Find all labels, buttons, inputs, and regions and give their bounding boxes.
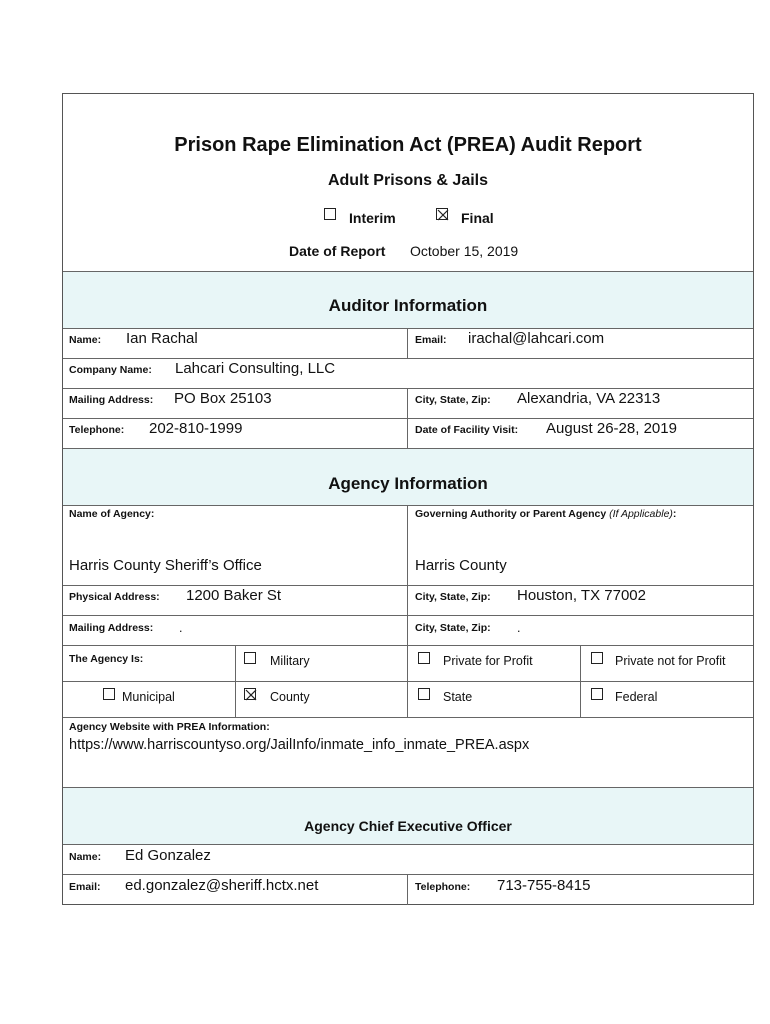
- auditor-telephone-value: 202-810-1999: [149, 420, 243, 437]
- private-not-for-profit-label: Private not for Profit: [615, 654, 726, 668]
- report-title: Prison Rape Elimination Act (PREA) Audit Report: [174, 134, 642, 156]
- auditor-city-label: City, State, Zip:: [415, 394, 491, 406]
- final-label: Final: [461, 210, 494, 226]
- county-checkbox[interactable]: [244, 688, 256, 700]
- company-name-value: Lahcari Consulting, LLC: [175, 360, 336, 377]
- auditor-name-value: Ian Rachal: [126, 330, 198, 347]
- physical-city-label: City, State, Zip:: [415, 591, 491, 603]
- company-name-label: Company Name:: [69, 364, 152, 376]
- interim-label: Interim: [349, 210, 396, 226]
- private-for-profit-checkbox[interactable]: [418, 652, 430, 664]
- agency-mailing-city-label: City, State, Zip:: [415, 622, 491, 634]
- military-checkbox[interactable]: [244, 652, 256, 664]
- auditor-mailing-label: Mailing Address:: [69, 394, 154, 406]
- military-label: Military: [270, 654, 310, 668]
- ceo-telephone-value: 713-755-8415: [497, 877, 591, 894]
- municipal-checkbox[interactable]: [103, 688, 115, 700]
- agency-is-label: The Agency Is:: [69, 653, 144, 665]
- checkmark-x-icon: [245, 689, 257, 701]
- checkmark-x-icon: [437, 209, 449, 221]
- state-checkbox[interactable]: [418, 688, 430, 700]
- date-of-report-label: Date of Report: [289, 243, 386, 259]
- ceo-section-band: [63, 788, 753, 844]
- date-of-report-value: October 15, 2019: [410, 243, 519, 259]
- agency-website-value[interactable]: https://www.harriscountyso.org/JailInfo/inmate_info_inmate_PREA.aspx: [69, 737, 530, 753]
- state-label: State: [443, 690, 473, 704]
- auditor-name-label: Name:: [69, 334, 102, 346]
- county-label: County: [270, 690, 310, 704]
- municipal-label: Municipal: [122, 690, 175, 704]
- auditor-city-value: Alexandria, VA 22313: [517, 390, 661, 407]
- auditor-mailing-value: PO Box 25103: [174, 390, 272, 407]
- private-for-profit-label: Private for Profit: [443, 654, 533, 668]
- ceo-email-label: Email:: [69, 881, 101, 893]
- auditor-email-label: Email:: [415, 334, 447, 346]
- ceo-name-value: Ed Gonzalez: [125, 847, 211, 864]
- agency-mailing-value: .: [179, 621, 183, 635]
- agency-section-title: Agency Information: [328, 474, 488, 493]
- ceo-email-value: ed.gonzalez@sheriff.hctx.net: [125, 877, 319, 894]
- ceo-telephone-label: Telephone:: [415, 881, 471, 893]
- private-not-for-profit-checkbox[interactable]: [591, 652, 603, 664]
- facility-visit-value: August 26-28, 2019: [546, 420, 677, 437]
- auditor-email-value: irachal@lahcari.com: [468, 330, 605, 347]
- agency-mailing-label: Mailing Address:: [69, 622, 154, 634]
- governing-authority-value: Harris County: [415, 557, 507, 574]
- physical-city-value: Houston, TX 77002: [517, 587, 646, 604]
- governing-authority-label: Governing Authority or Parent Agency (If Applicable):: [415, 508, 677, 520]
- federal-label: Federal: [615, 690, 658, 704]
- ceo-name-label: Name:: [69, 851, 102, 863]
- auditor-telephone-label: Telephone:: [69, 424, 125, 436]
- ceo-section-title: Agency Chief Executive Officer: [304, 818, 512, 834]
- interim-checkbox[interactable]: [324, 208, 336, 220]
- federal-checkbox[interactable]: [591, 688, 603, 700]
- prea-audit-form: [62, 93, 754, 905]
- agency-name-value: Harris County Sheriff’s Office: [69, 557, 262, 574]
- agency-mailing-city-value: .: [517, 621, 521, 635]
- agency-name-label: Name of Agency:: [69, 508, 155, 520]
- report-subtitle: Adult Prisons & Jails: [327, 172, 489, 189]
- agency-website-label: Agency Website with PREA Information:: [69, 721, 270, 733]
- facility-visit-label: Date of Facility Visit:: [415, 424, 519, 436]
- auditor-section-title: Auditor Information: [328, 296, 488, 315]
- physical-address-label: Physical Address:: [69, 591, 160, 603]
- physical-address-value: 1200 Baker St: [186, 587, 282, 604]
- final-checkbox[interactable]: [436, 208, 448, 220]
